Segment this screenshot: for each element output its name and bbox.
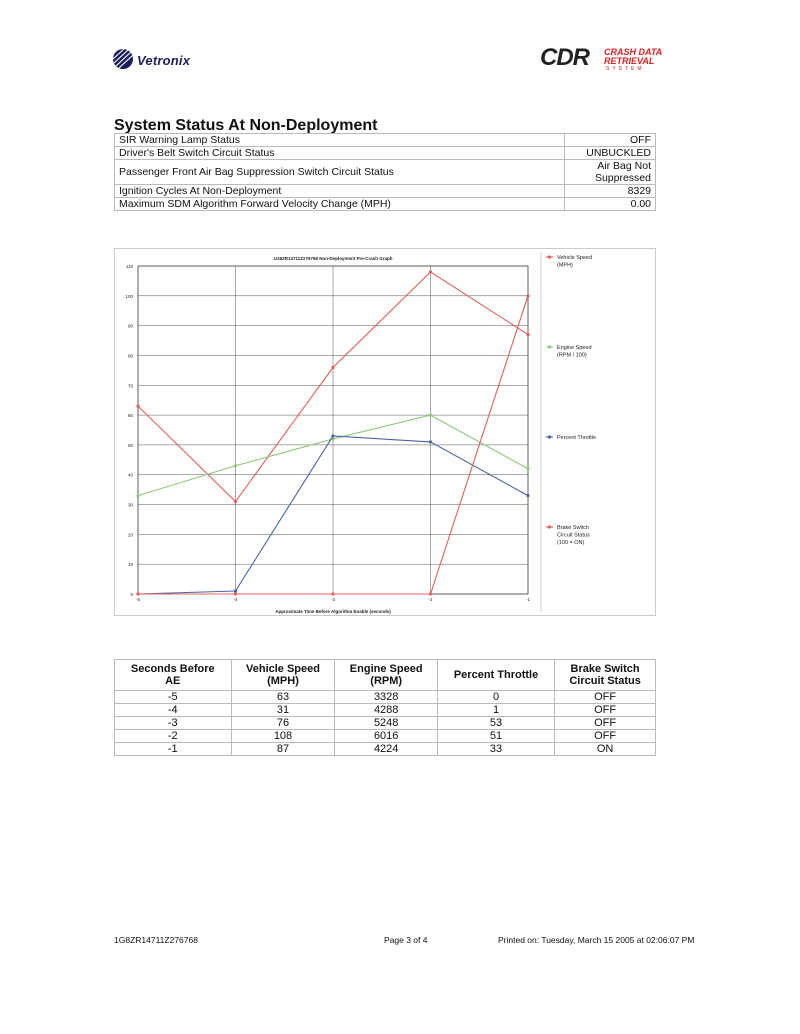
data-point [331, 434, 334, 437]
y-tick-label: 110 [125, 264, 133, 269]
status-label: Ignition Cycles At Non-Deployment [115, 185, 565, 198]
x-tick-label: -2 [428, 597, 433, 602]
y-tick-label: 40 [127, 472, 133, 478]
legend-marker [548, 525, 551, 528]
col-header-brake: Brake Switch Circuit Status [555, 660, 656, 691]
data-point [331, 592, 334, 595]
status-value: 0.00 [565, 198, 656, 211]
status-label: SIR Warning Lamp Status [115, 134, 565, 147]
y-tick-label: 60 [127, 413, 133, 419]
cdr-line1: CRASH DATA [604, 47, 663, 57]
x-tick-label: -1 [525, 597, 531, 602]
table-cell: OFF [555, 730, 656, 743]
footer-page-number: Page 3 of 4 [384, 935, 428, 945]
table-cell: 108 [231, 730, 335, 743]
legend-label: (RPM / 100) [557, 352, 587, 359]
globe-icon [112, 48, 134, 70]
legend-label: Engine Speed [557, 345, 592, 351]
table-cell: 63 [231, 691, 335, 704]
status-row [115, 160, 656, 185]
status-value: OFF [565, 134, 656, 147]
table-cell: 51 [437, 730, 554, 743]
legend-marker [548, 435, 551, 438]
data-point [234, 500, 237, 503]
data-point [429, 413, 432, 416]
status-row [115, 185, 656, 198]
col-header-engine-speed: Engine Speed (RPM) [335, 660, 437, 691]
data-point [429, 440, 432, 443]
table-cell: -2 [115, 730, 232, 743]
data-point [331, 366, 334, 369]
data-point [234, 592, 237, 595]
table-cell: 87 [231, 743, 335, 756]
pre-crash-chart [114, 248, 656, 616]
status-value: UNBUCKLED [565, 147, 656, 160]
table-row [115, 743, 656, 756]
legend-marker [548, 255, 551, 258]
table-cell: 5248 [335, 717, 437, 730]
table-cell: OFF [555, 717, 656, 730]
y-tick-label: 70 [127, 383, 133, 389]
y-tick-label: 90 [127, 323, 133, 329]
status-row [115, 198, 656, 211]
table-cell: 31 [231, 704, 335, 717]
status-value: 8329 [565, 185, 656, 198]
status-table [114, 133, 656, 211]
table-row [115, 704, 656, 717]
status-value-line2: Suppressed [594, 172, 651, 184]
table-cell: -5 [115, 691, 232, 704]
footer-printed-date: Printed on: Tuesday, March 15 2005 at 02:06:07 PM [498, 935, 695, 945]
table-cell: 6016 [335, 730, 437, 743]
table-header-row [115, 660, 656, 691]
data-point [234, 464, 237, 467]
col-header-seconds: Seconds Before AE [115, 660, 232, 691]
vetronix-wordmark: Vetronix [137, 53, 191, 68]
data-point [526, 333, 529, 336]
status-value-line1: Air Bag Not [597, 160, 651, 172]
section-title: System Status At Non-Deployment [114, 117, 378, 134]
y-tick-label: 20 [127, 532, 133, 538]
data-point [429, 270, 432, 273]
y-tick-label: 0 [130, 592, 133, 597]
data-point [136, 592, 139, 595]
table-row [115, 717, 656, 730]
table-cell: 4288 [335, 704, 437, 717]
y-tick-label: 30 [127, 502, 133, 508]
status-label: Driver's Belt Switch Circuit Status [115, 147, 565, 160]
cdr-line2: RETRIEVAL [604, 56, 655, 66]
table-cell: -1 [115, 743, 232, 756]
cdr-mark: CDR [540, 44, 589, 71]
y-tick-label: 10 [127, 562, 133, 568]
table-row [115, 691, 656, 704]
legend-label: Vehicle Speed [557, 255, 593, 261]
x-tick-label: -4 [233, 597, 238, 602]
x-axis-label: Approximate Time Before Algorithm Enable (seconds) [275, 609, 391, 614]
data-point [136, 405, 139, 408]
data-point [526, 494, 529, 497]
status-row [115, 134, 656, 147]
table-cell: 33 [437, 743, 554, 756]
table-cell: 3328 [335, 691, 437, 704]
table-cell: 4224 [335, 743, 437, 756]
table-cell: OFF [555, 691, 656, 704]
cdr-line3: SYSTEM [606, 66, 645, 72]
legend-label: Circuit Status [557, 532, 590, 539]
data-point [234, 589, 237, 592]
data-point [429, 592, 432, 595]
legend-label: Percent Throttle [557, 435, 597, 441]
table-row [115, 730, 656, 743]
x-tick-label: -3 [330, 597, 336, 602]
table-cell: ON [555, 743, 656, 756]
legend-label: (MPH) [557, 262, 573, 269]
data-point [526, 294, 529, 297]
cdr-logo [540, 44, 680, 76]
y-tick-label: 50 [127, 442, 133, 448]
y-tick-label: 100 [125, 293, 133, 299]
pre-crash-data-table [114, 659, 656, 756]
table-cell: 0 [437, 691, 554, 704]
data-point [526, 467, 529, 470]
status-value [565, 160, 656, 185]
table-cell: 76 [231, 717, 335, 730]
legend-label: (100 = ON) [557, 540, 585, 546]
vetronix-logo [112, 46, 222, 76]
table-cell: OFF [555, 704, 656, 717]
table-cell: 1 [437, 704, 554, 717]
status-label: Maximum SDM Algorithm Forward Velocity Change (MPH) [115, 198, 565, 211]
y-tick-label: 80 [127, 353, 133, 359]
x-tick-label: -5 [135, 597, 141, 602]
status-row [115, 147, 656, 160]
legend-marker [548, 345, 551, 348]
chart-svg [114, 248, 656, 616]
col-header-vehicle-speed: Vehicle Speed (MPH) [231, 660, 335, 691]
legend-label: Brake Switch [557, 525, 590, 531]
col-header-throttle: Percent Throttle [437, 660, 554, 691]
data-point [136, 494, 139, 497]
footer-vin: 1G8ZR14711Z276768 [114, 935, 198, 945]
status-label: Passenger Front Air Bag Suppression Switch Circuit Status [115, 160, 565, 185]
table-cell: 53 [437, 717, 554, 730]
table-cell: -4 [115, 704, 232, 717]
table-cell: -3 [115, 717, 232, 730]
chart-title: 1G8ZR14711Z276768 Non-Deployment Pre-Crash Graph [273, 256, 393, 261]
